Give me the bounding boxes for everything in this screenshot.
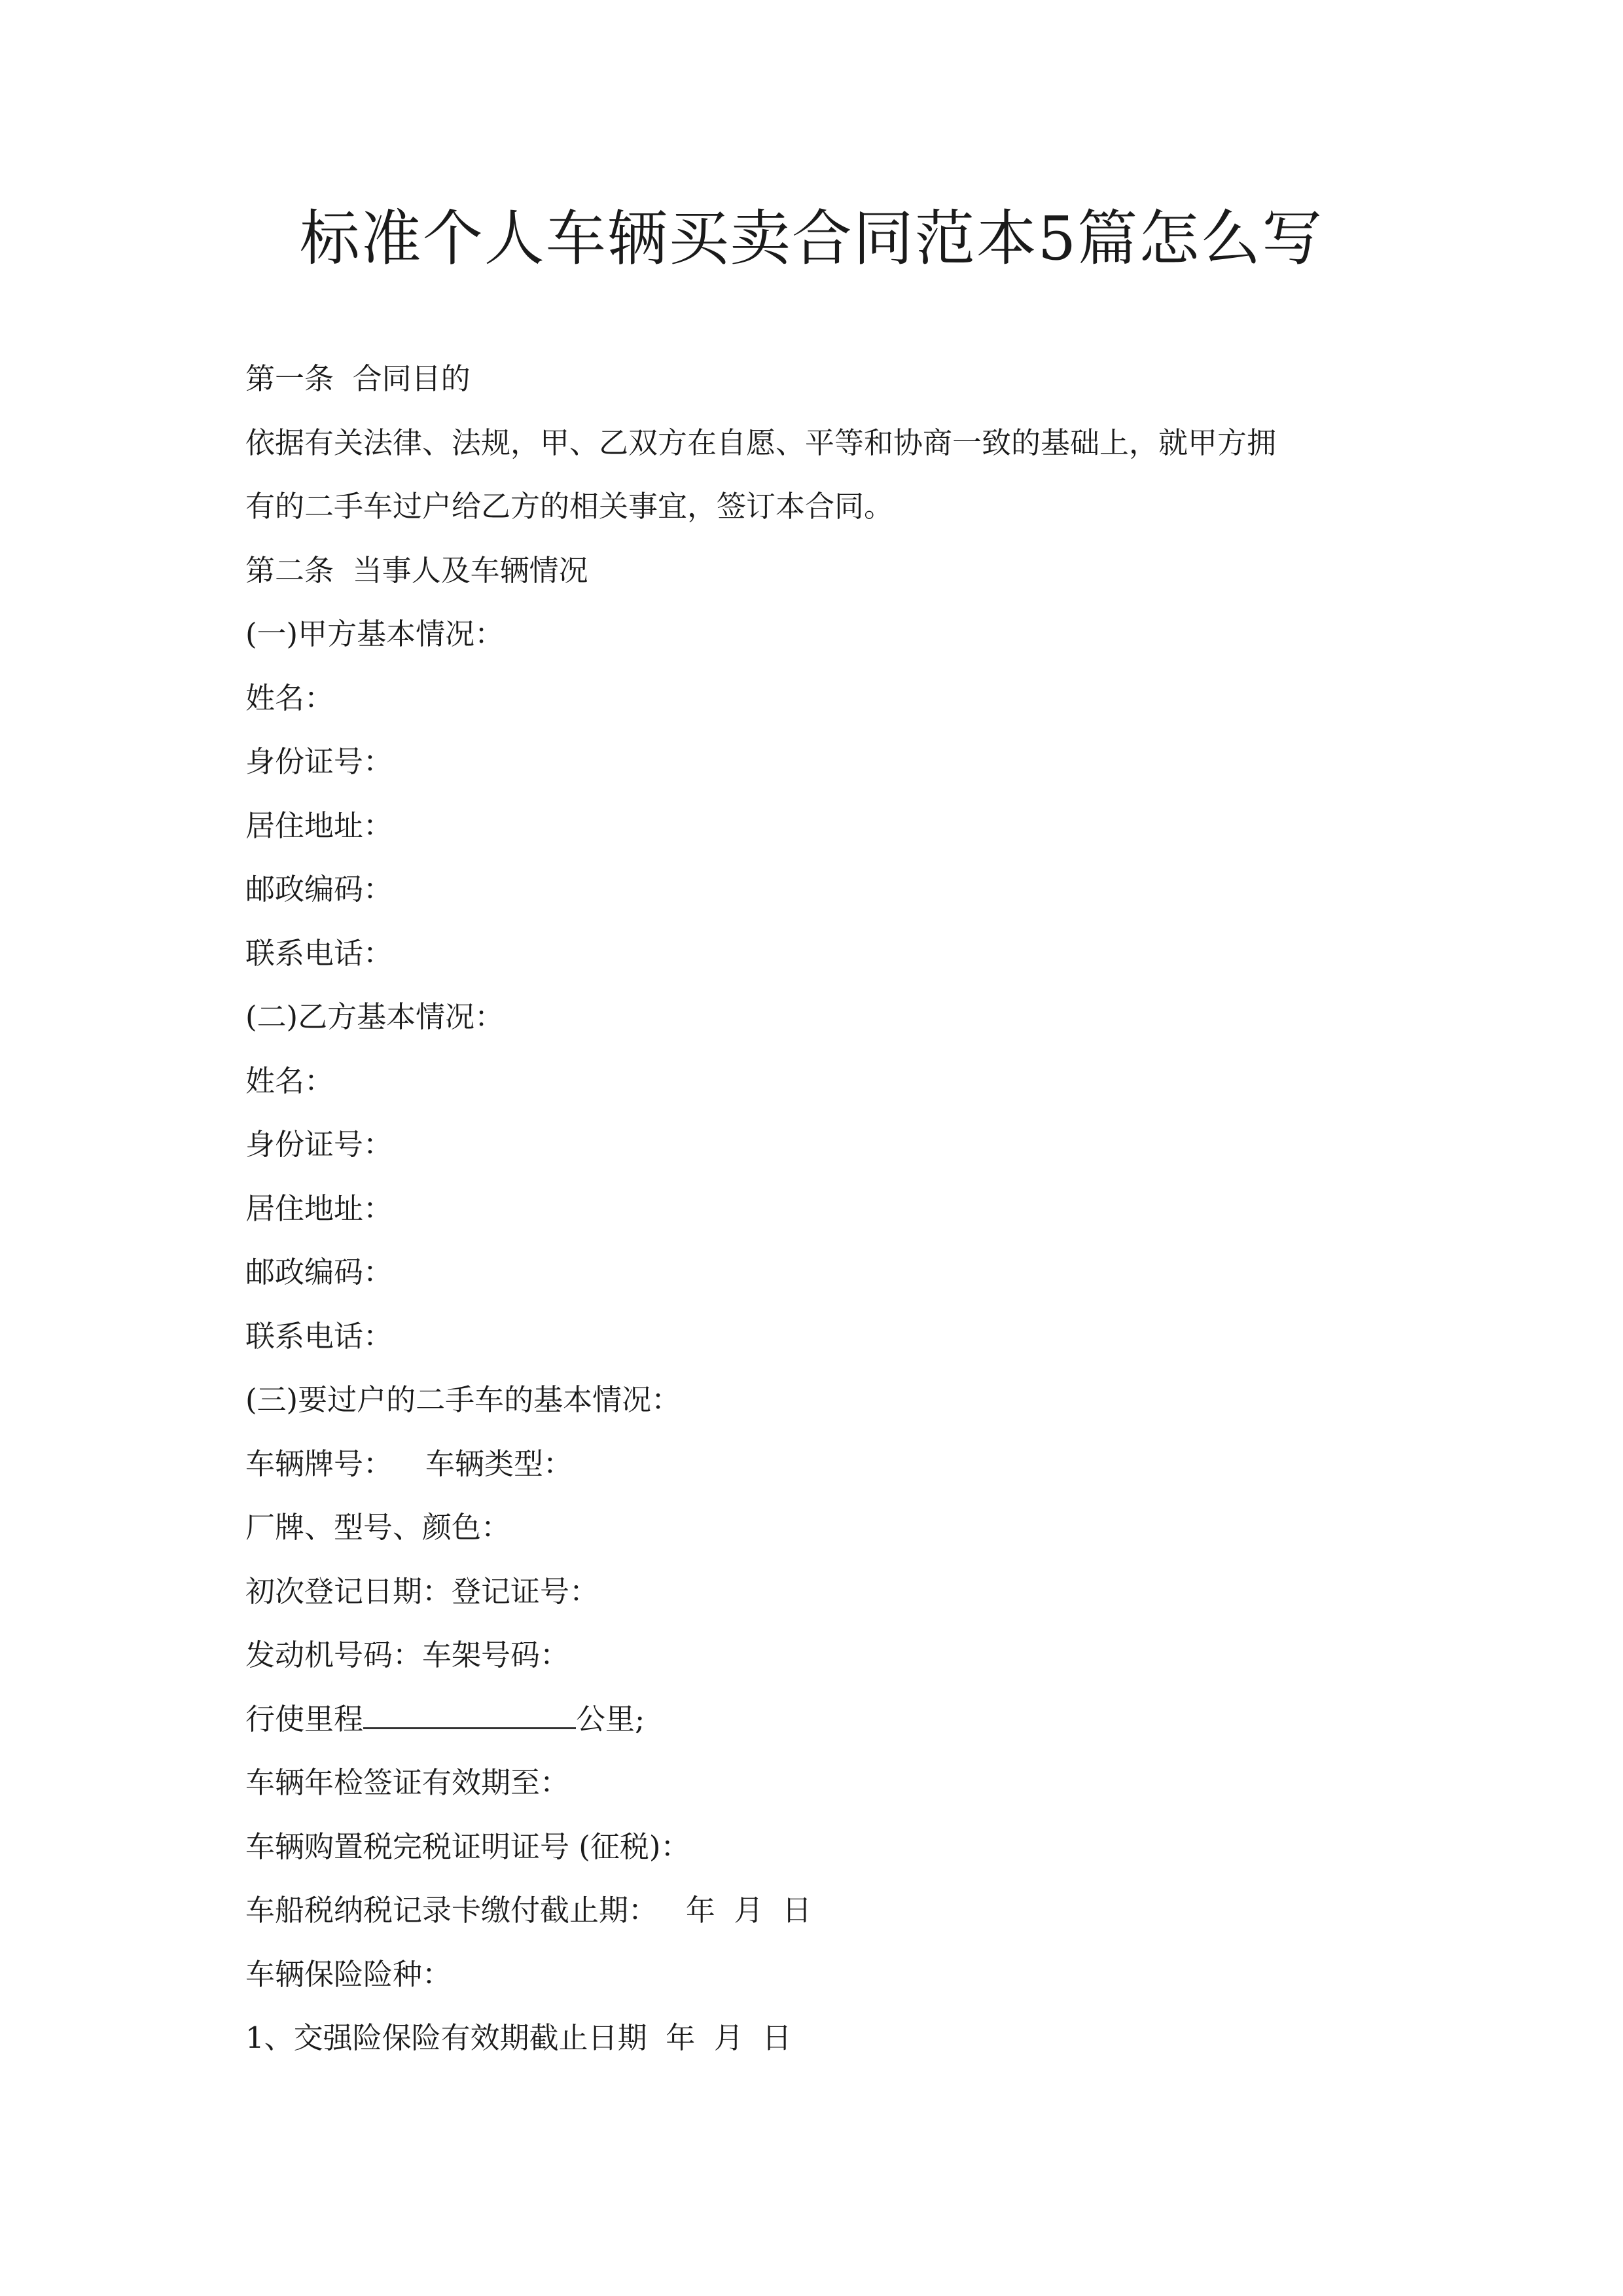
mileage-blank-underline xyxy=(363,1702,576,1729)
insurance-label: 车辆保险险种： xyxy=(245,1956,452,1992)
engine-frame-label: 发动机号码：车架号码： xyxy=(245,1638,570,1672)
article-2-heading: 第二条 当事人及车辆情况 xyxy=(245,552,588,588)
vehicle-plate-label: 车辆牌号： xyxy=(245,1446,393,1481)
party-b-id-label: 身份证号： xyxy=(245,1127,393,1162)
vehicle-plate-type-line xyxy=(245,1432,1397,1496)
paragraph-line: 依据有关法律、法规，甲、乙双方在自愿、平等和协商一致的基础上，就甲方拥 xyxy=(245,425,1277,460)
mileage-unit: 公里; xyxy=(576,1701,645,1736)
document-body xyxy=(245,347,1397,2070)
party-a-address-label: 居住地址： xyxy=(245,808,393,843)
party-b-postcode-label: 邮政编码： xyxy=(245,1255,393,1289)
party-a-postcode-label: 邮政编码： xyxy=(245,872,393,906)
vehicle-type-label: 车辆类型： xyxy=(425,1446,573,1481)
party-a-id-label: 身份证号： xyxy=(245,744,393,779)
party-a-phone-label: 联系电话： xyxy=(245,935,393,971)
vessel-tax-label: 车船税纳税记录卡缴付截止期： 年 月 日 xyxy=(245,1893,812,1928)
party-a-name-label: 姓名： xyxy=(245,680,334,715)
mileage-line xyxy=(245,1687,1397,1751)
paragraph-line: 有的二手车过户给乙方的相关事宜，签订本合同。 xyxy=(245,489,894,524)
party-b-heading: (二)乙方基本情况： xyxy=(245,999,505,1034)
vehicle-info-heading: (三)要过户的二手车的基本情况： xyxy=(245,1382,681,1417)
article-1-heading: 第一条 合同目的 xyxy=(245,361,471,396)
inspection-label: 车辆年检签证有效期至： xyxy=(245,1765,570,1800)
mileage-label: 行使里程 xyxy=(245,1701,364,1736)
vehicle-brand-label: 厂牌、型号、颜色： xyxy=(245,1510,511,1545)
insurance-item-1: 1、交强险保险有效期截止日期 年 月 日 xyxy=(245,2020,792,2055)
document-title: 标准个人车辆买卖合同范本5篇怎么写 xyxy=(299,204,1324,274)
party-b-name-label: 姓名： xyxy=(245,1063,334,1098)
party-b-phone-label: 联系电话： xyxy=(245,1318,393,1354)
party-b-address-label: 居住地址： xyxy=(245,1191,393,1226)
purchase-tax-label: 车辆购置税完税证明证号 (征税)： xyxy=(245,1829,690,1864)
registration-label: 初次登记日期：登记证号： xyxy=(245,1573,599,1609)
party-a-heading: (一)甲方基本情况： xyxy=(245,617,505,651)
